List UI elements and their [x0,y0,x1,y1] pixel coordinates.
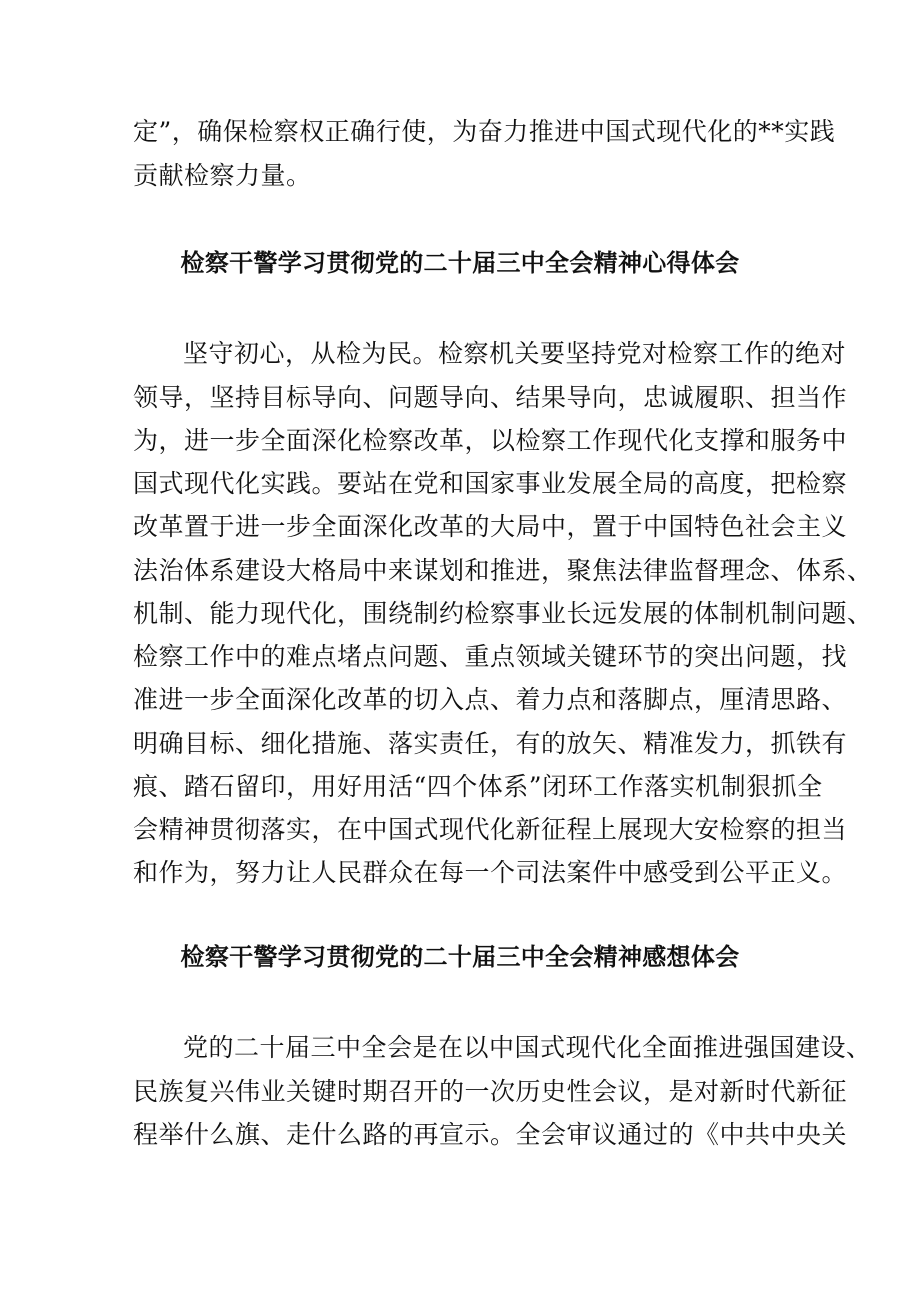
section-1-line: 坚守初心，从检为民。检察机关要坚持党对检察工作的绝对 [183,339,847,368]
section-1-line: 领导，坚持目标导向、问题导向、结果导向，忠诚履职、担当作 [133,383,848,412]
intro-line: 定”，确保检察权正确行使，为奋力推进中国式现代化的**实践 [133,117,836,146]
section-1-line: 检察工作中的难点堵点问题、重点领域关键环节的突出问题，找 [133,642,848,671]
section-1-line: 法治体系建设大格局中来谋划和推进，聚焦法律监督理念、体系、 [133,556,873,585]
section-2-title: 检察干警学习贯彻党的二十届三中全会精神感想体会 [180,943,740,971]
section-1-line: 准进一步全面深化改革的切入点、着力点和落脚点，厘清思路、 [133,685,848,714]
section-1-line: 机制、能力现代化，围绕制约检察事业长远发展的体制机制问题、 [133,599,873,628]
section-2-line: 民族复兴伟业关键时期召开的一次历史性会议，是对新时代新征 [133,1077,848,1106]
section-2-line: 程举什么旗、走什么路的再宣示。全会审议通过的《中共中央关 [133,1120,848,1149]
section-1-line: 明确目标、细化措施、落实责任，有的放矢、精准发力，抓铁有 [133,729,848,758]
section-1-line: 为，进一步全面深化检察改革，以检察工作现代化支撑和服务中 [133,426,848,455]
section-1-line: 和作为，努力让人民群众在每一个司法案件中感受到公平正义。 [133,858,848,887]
section-1-line: 国式现代化实践。要站在党和国家事业发展全局的高度，把检察 [133,469,848,498]
section-1-line: 改革置于进一步全面深化改革的大局中，置于中国特色社会主义 [133,512,848,541]
intro-line: 贡献检察力量。 [133,161,312,190]
section-1-line: 痕、踏石留印，用好用活“四个体系”闭环工作落实机制狠抓全 [133,772,823,801]
section-1-line: 会精神贯彻落实，在中国式现代化新征程上展现大安检察的担当 [133,815,848,844]
section-1-title: 检察干警学习贯彻党的二十届三中全会精神心得体会 [180,249,740,277]
section-2-line: 党的二十届三中全会是在以中国式现代化全面推进强国建设、 [183,1033,872,1062]
